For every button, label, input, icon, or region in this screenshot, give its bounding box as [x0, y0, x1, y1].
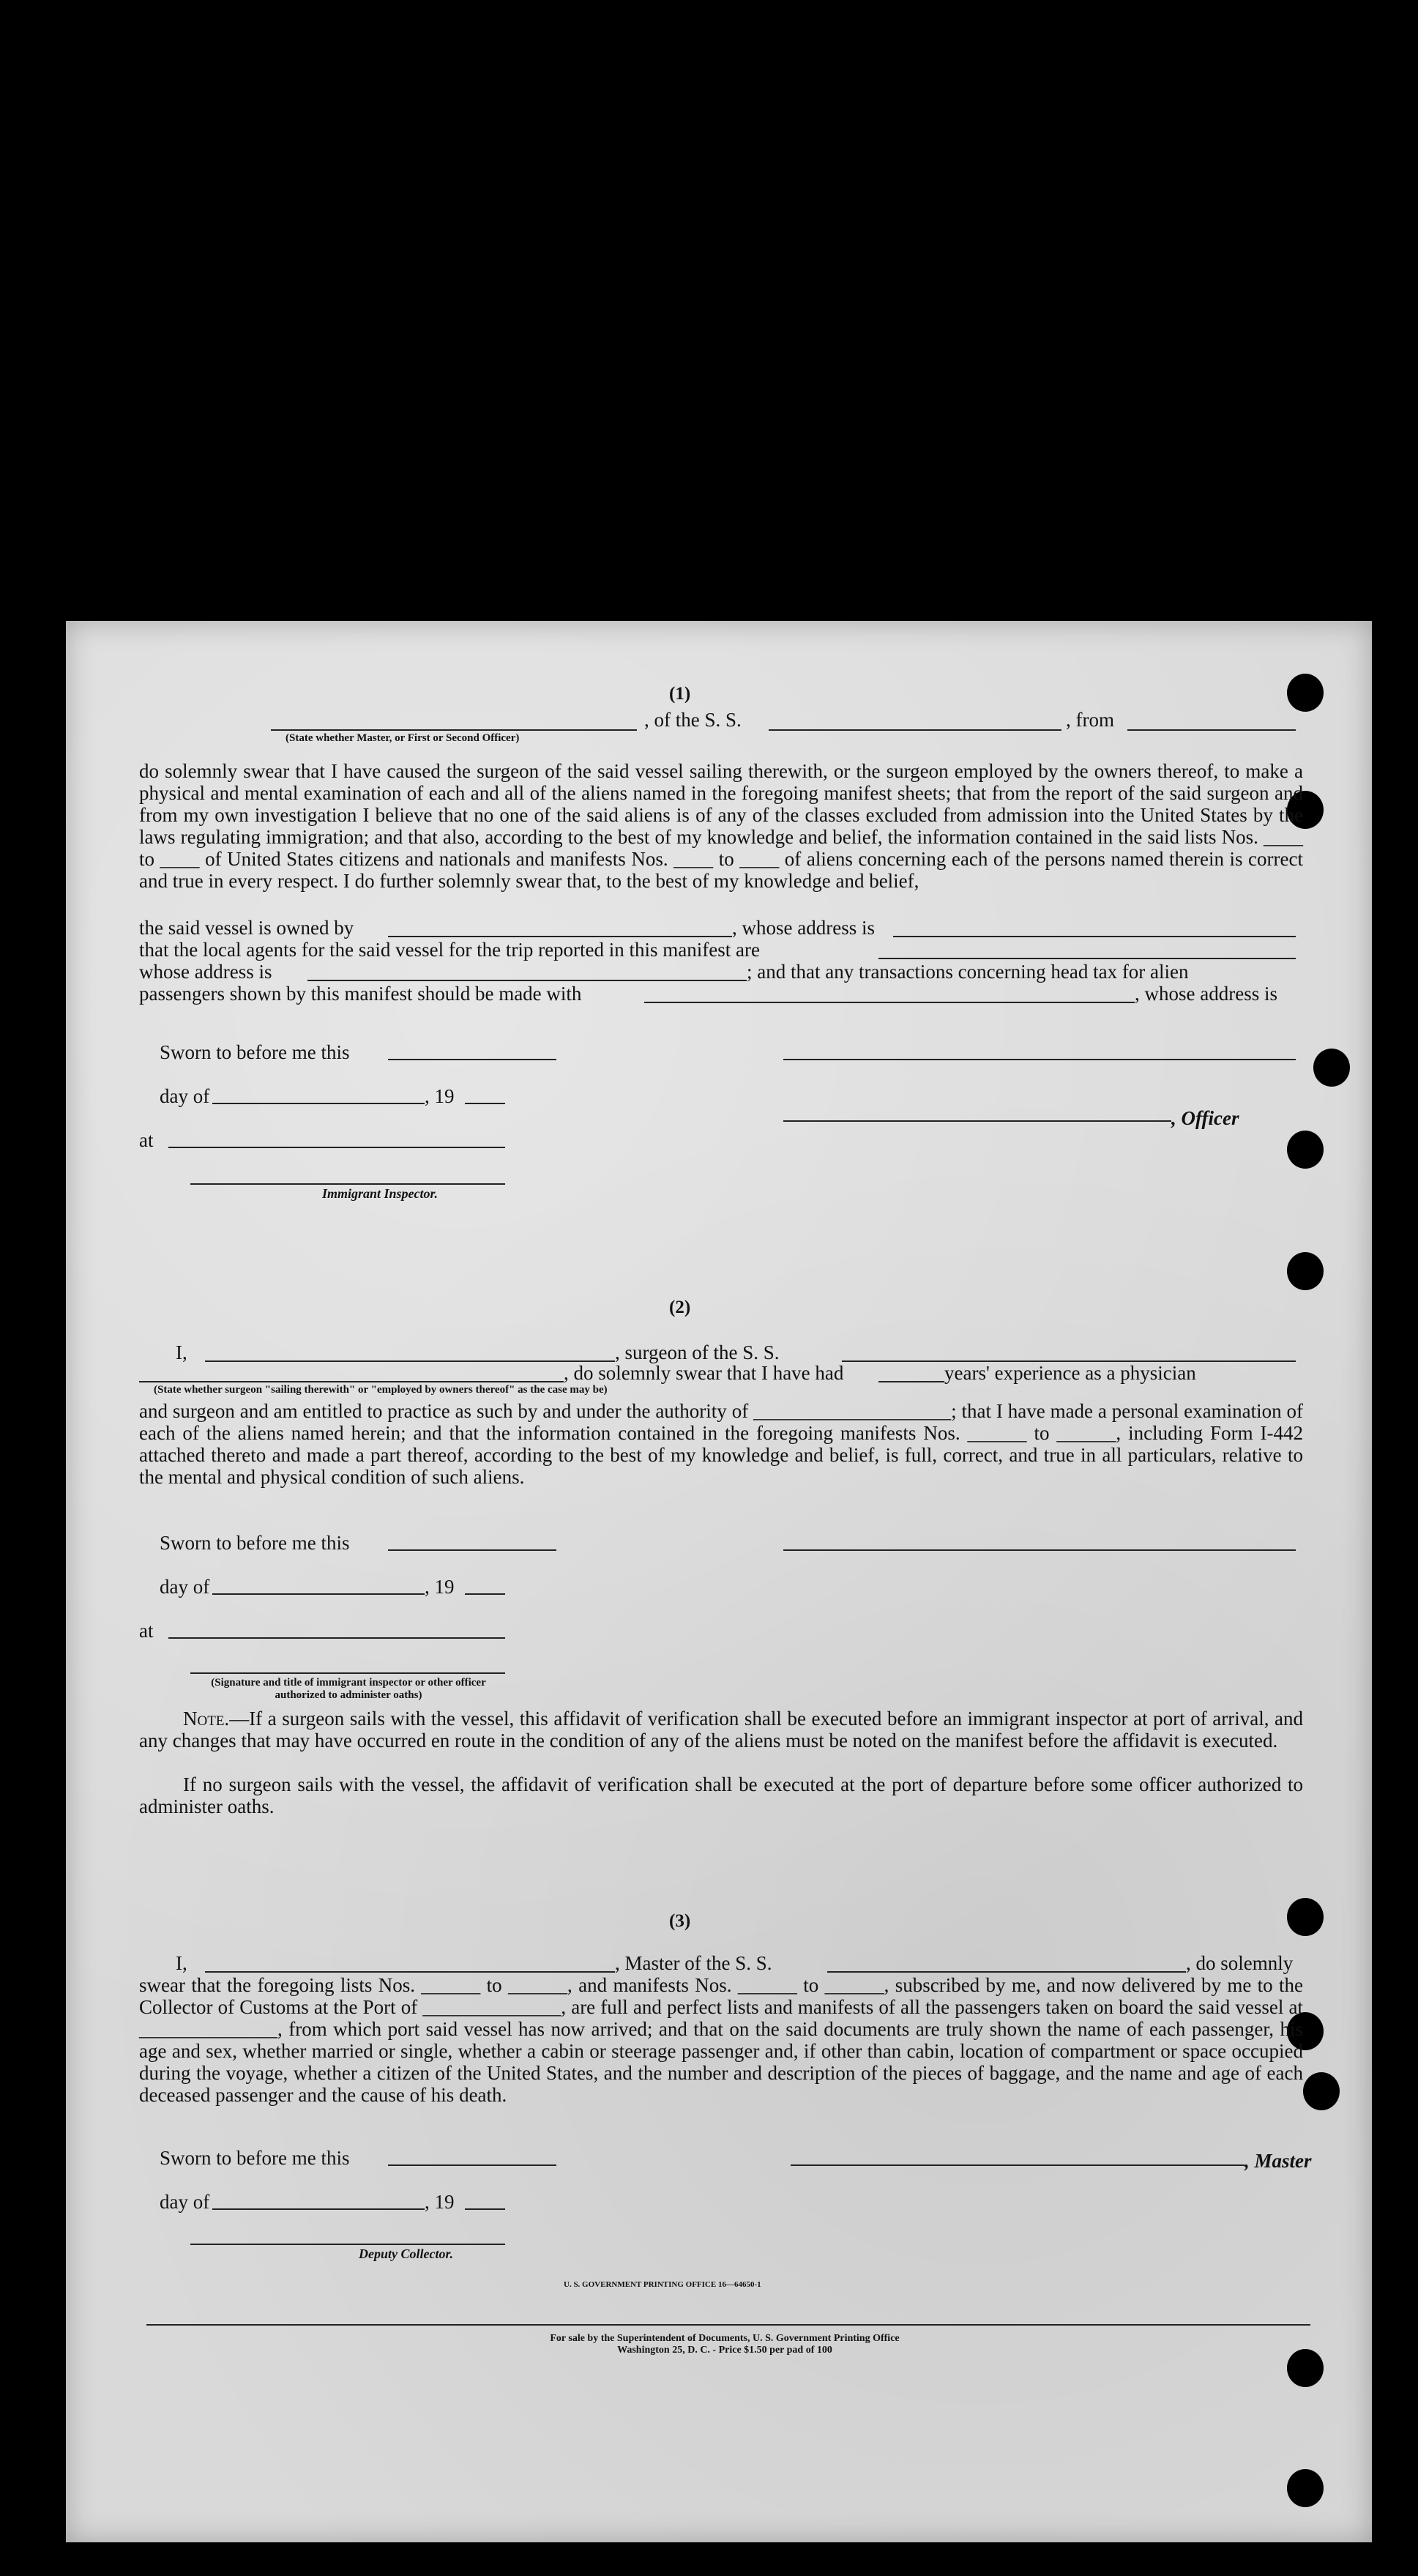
section-3-body: swear that the foregoing lists Nos. ______ to ______, and manifests Nos. ______ to ______, subscribed by me, and now delivered by me to the Collector of Customs at the Port of ______________, are full and perfect lists and manifests of all the passengers taken on board the said vessel at ______________, from which port said vessel has now arrived; and that on the said documents are truly shown the name of each passenger, his age and sex, whether married or single, whether a cabin or steerage passenger and, if other than cabin, location of compartment or space occupied during the voyage, whether a citizen of the United States, and the number and description of the pieces of baggage, and the name and age of each deceased passenger and the cause of his death. — [139, 1974, 1303, 2106]
owned-by-label: the said vessel is owned by — [139, 917, 354, 939]
day-of-label-2: day of — [160, 1576, 210, 1598]
signature-title-note: (Signature and title of immigrant inspector or other officer authorized to administer oaths) — [211, 1677, 486, 1701]
at-label-1: at — [139, 1129, 154, 1151]
day-of-label-1: day of — [160, 1085, 210, 1107]
sworn-label-2: Sworn to before me this — [160, 1532, 350, 1554]
note-label: Note. — [183, 1708, 230, 1730]
surgeon-of-label: , surgeon of the S. S. — [615, 1341, 780, 1363]
from-label: , from — [1066, 709, 1114, 731]
punch-hole — [1303, 2072, 1340, 2110]
officer-label: , Officer — [1171, 1107, 1239, 1129]
section-3-number: (3) — [669, 1911, 691, 1931]
note-surgeon: (State whether surgeon "sailing therewith" or "employed by owners thereof" as the case may be) — [154, 1384, 608, 1396]
year-label-1: , 19 — [425, 1085, 455, 1107]
printing-office-mark: U. S. GOVERNMENT PRINTING OFFICE 16—64650-1 — [564, 2280, 761, 2289]
section-1-oath: do solemnly swear that I have caused the surgeon of the said vessel sailing therewith, or the surgeon employed by the owners thereof, to make a physical and mental examination of each and all of the aliens named in the foregoing manifest sheets; that from the report of the said surgeon and from my own investigation I believe that no one of the said aliens is of any of the classes excluded from admission into the United States by the laws regulating immigration; and that also, according to the best of my knowledge and belief, the information contained in the said lists Nos. ____ to ____ of United States citizens and nationals and manifests Nos. ____ to ____ of aliens concerning each of the persons named therein is correct and true in every respect. I do further solemnly swear that, to the best of my knowledge and belief, — [139, 760, 1303, 892]
do-solemnly-label-3: , do solemnly — [1186, 1952, 1294, 1974]
years-experience-label: years' experience as a physician — [944, 1362, 1196, 1384]
sworn-label-3: Sworn to before me this — [160, 2147, 350, 2169]
footer-sale-notice — [432, 2333, 1018, 2356]
deputy-collector-caption: Deputy Collector. — [359, 2246, 453, 2261]
section-2-note-2: If no surgeon sails with the vessel, the affidavit of verification shall be executed at the port of departure before some officer authorized to administer oaths. — [139, 1773, 1303, 1817]
footer-line-1: For sale by the Superintendent of Documents, U. S. Government Printing Office — [550, 2333, 900, 2344]
footer-line-2: Washington 25, D. C. - Price $1.50 per pad of 100 — [617, 2345, 832, 2356]
year-label-2: , 19 — [425, 1576, 455, 1598]
punch-hole — [1287, 2469, 1324, 2507]
section-2-note — [139, 1708, 1303, 1752]
punch-hole — [1287, 2349, 1324, 2387]
at-label-2: at — [139, 1620, 154, 1642]
note-text: —If a surgeon sails with the vessel, this affidavit of verification shall be executed before an immigrant inspector at port of arrival, and any changes that may have occurred en route in the condition of any of the aliens must be noted on the manifest before the affidavit is executed. — [139, 1708, 1303, 1752]
whose-address-label-3: , whose address is — [1135, 983, 1277, 1005]
i-label-2: I, — [176, 1341, 187, 1363]
i-label-3: I, — [176, 1952, 187, 1974]
passengers-shown-label: passengers shown by this manifest should be made with — [139, 983, 582, 1005]
immigrant-inspector-caption: Immigrant Inspector. — [322, 1186, 439, 1201]
punch-hole — [1287, 674, 1324, 712]
section-2-body: and surgeon and am entitled to practice as such by and under the authority of ____________________; that I have made a personal examination of each of the aliens named herein; and that the information contained in the foregoing manifests Nos. ______ to ______, including Form I-442 attached thereto and made a part thereof, according to the best of my knowledge and belief, is full, correct, and true in all particulars, relative to the mental and physical condition of such aliens. — [139, 1400, 1303, 1488]
whose-address-label: , whose address is — [732, 917, 875, 939]
day-of-label-3: day of — [160, 2191, 210, 2213]
section-2-number: (2) — [669, 1298, 691, 1317]
punch-hole — [1287, 1898, 1324, 1936]
punch-hole — [1313, 1049, 1350, 1087]
local-agents-label: that the local agents for the said vessel for the trip reported in this manifest are — [139, 939, 760, 961]
master-of-label: , Master of the S. S. — [615, 1952, 772, 1974]
whose-address-label-2: whose address is — [139, 961, 272, 983]
master-signature-label: , Master — [1245, 2150, 1312, 2172]
head-tax-label: ; and that any transactions concerning head tax for alien — [747, 961, 1189, 983]
of-the-ss-label: , of the S. S. — [644, 709, 742, 731]
punch-hole — [1287, 1131, 1324, 1169]
note-master: (State whether Master, or First or Second Officer) — [286, 732, 520, 744]
form-sheet — [66, 621, 1372, 2542]
year-label-3: , 19 — [425, 2191, 455, 2213]
sworn-label-1: Sworn to before me this — [160, 1041, 350, 1063]
do-solemnly-label-2: , do solemnly swear that I have had — [564, 1362, 844, 1384]
section-1-number: (1) — [669, 684, 691, 704]
punch-hole — [1287, 1252, 1324, 1290]
